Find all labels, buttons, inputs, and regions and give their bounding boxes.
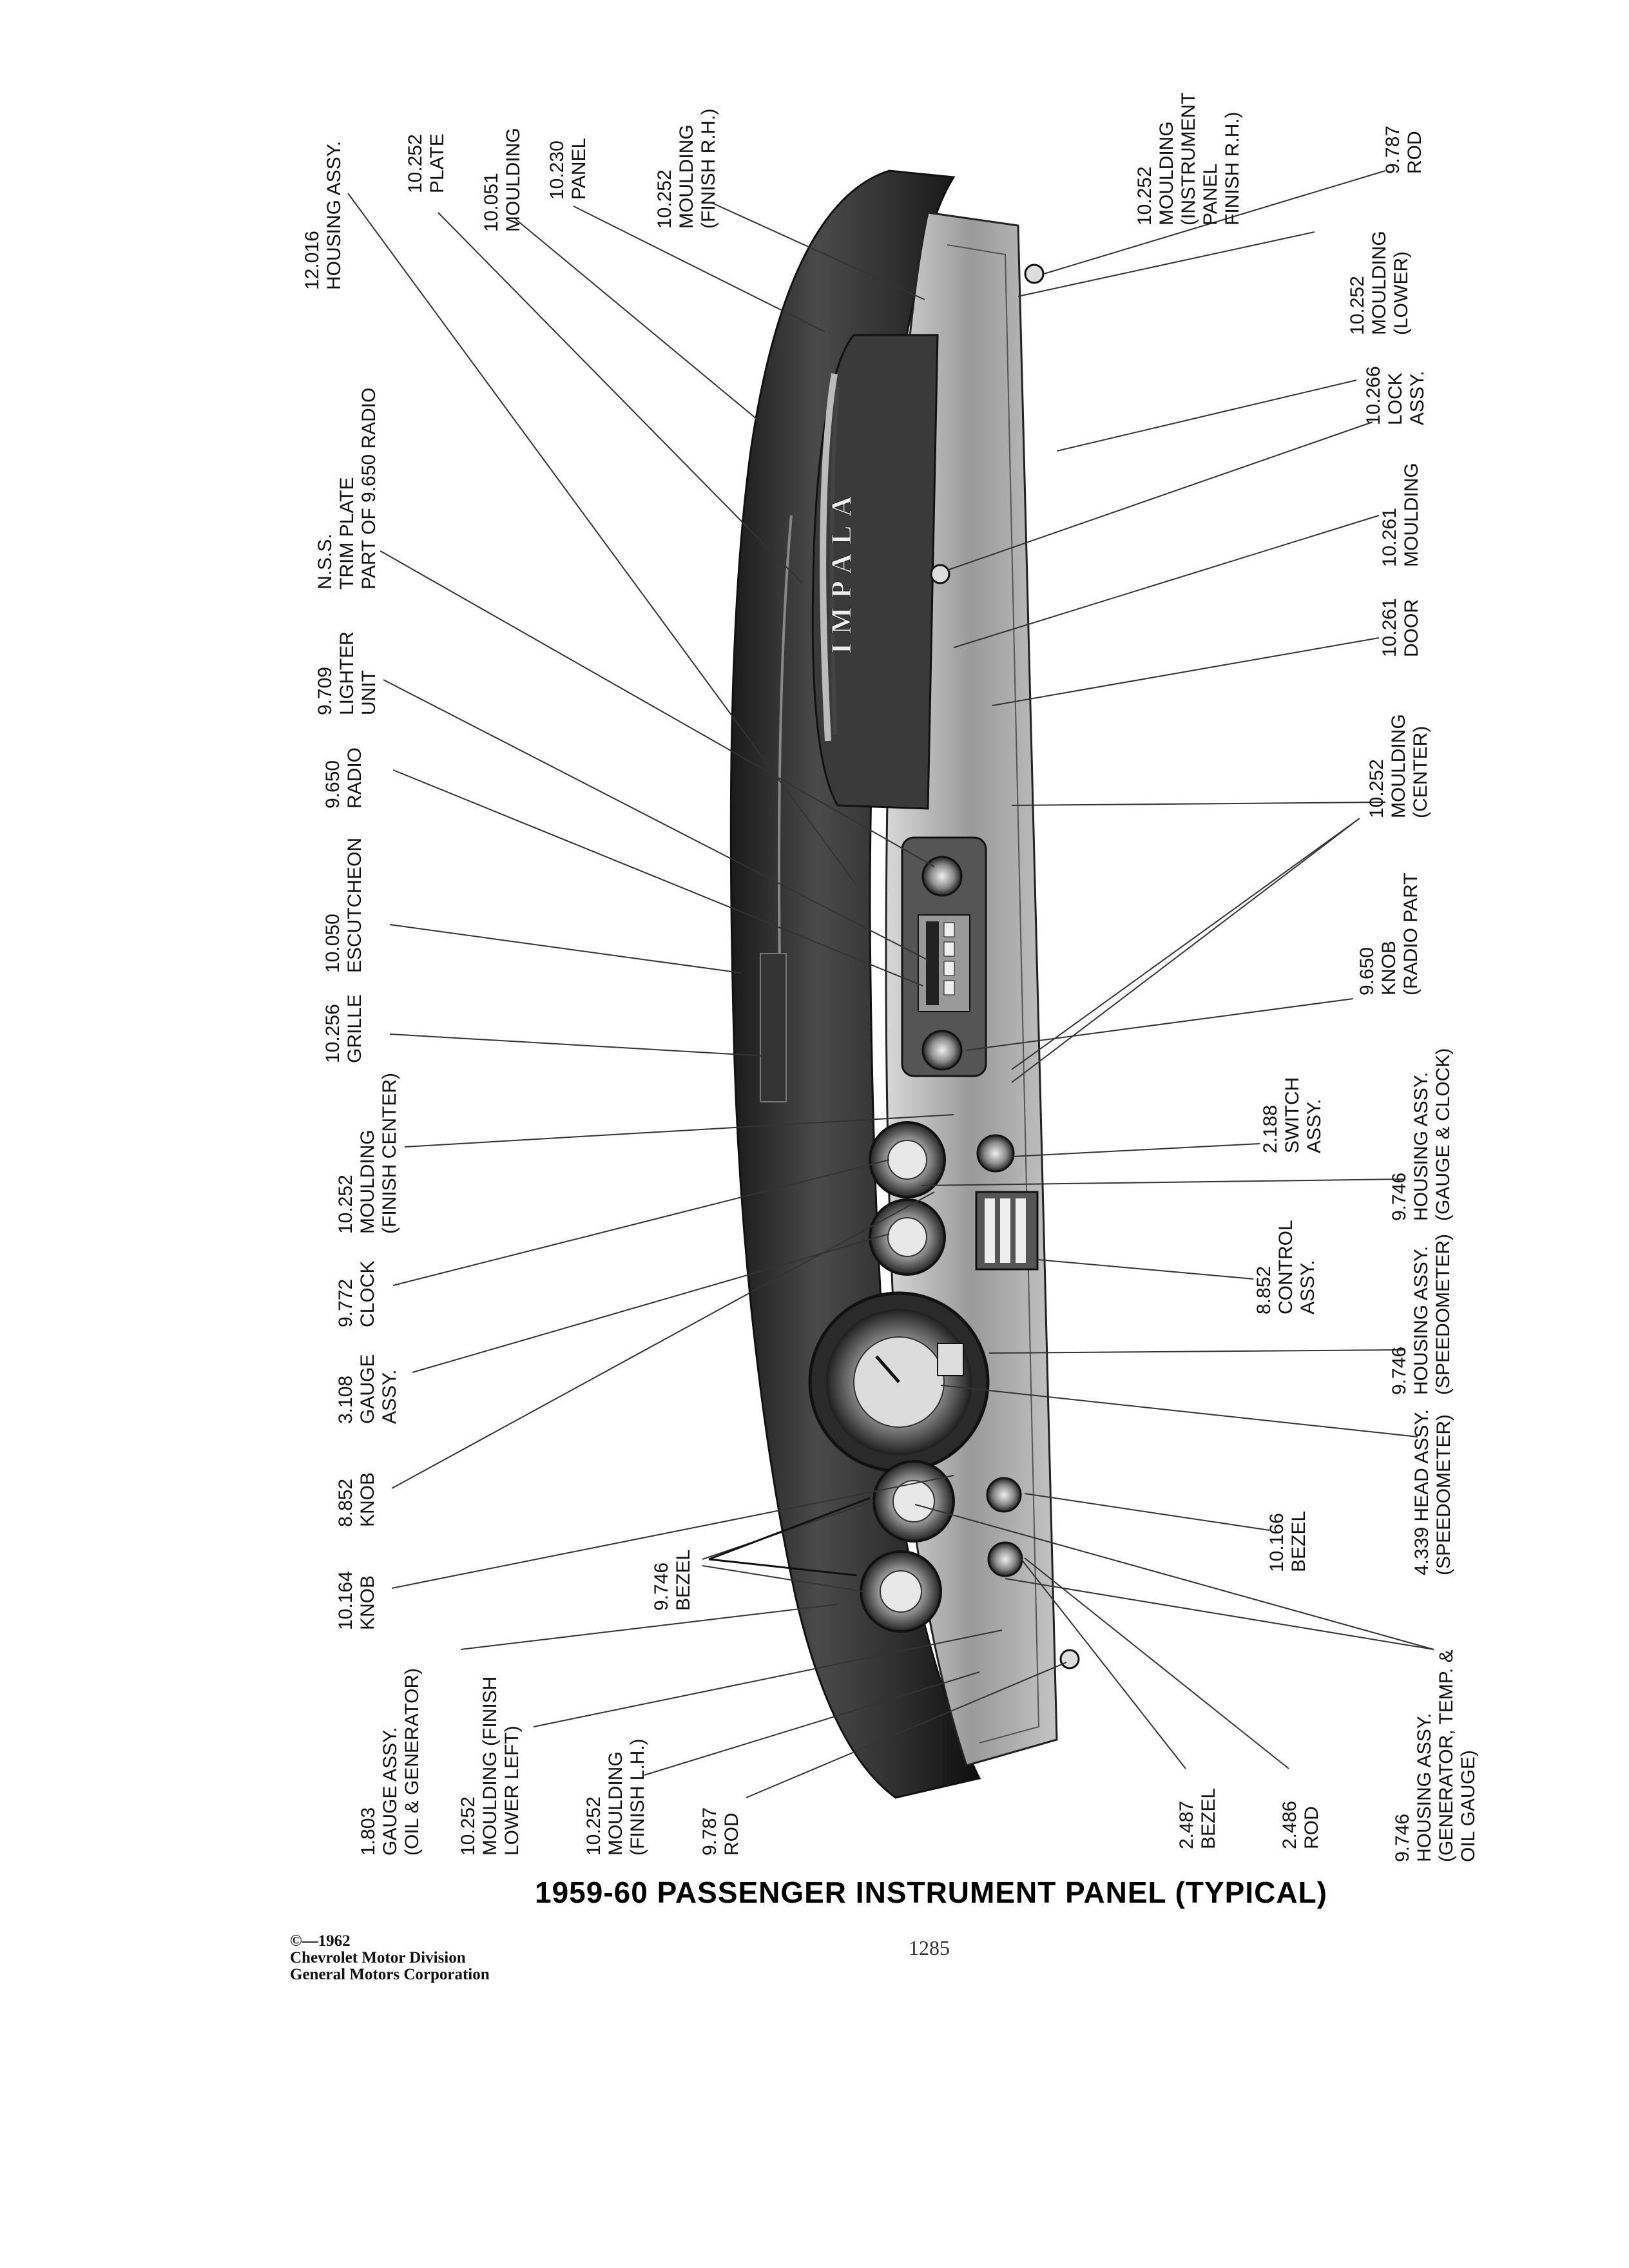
label-10261-door: 10.261 DOOR — [1379, 598, 1422, 657]
label-10166-bezel: 10.166 BEZEL — [1266, 1510, 1309, 1572]
page-title: 1959-60 PASSENGER INSTRUMENT PANEL (TYPICAL) — [535, 1876, 1327, 1909]
label-9709-lighter-unit: 9.709 LIGHTER UNIT — [314, 631, 380, 715]
copyright-block — [290, 1933, 490, 1983]
label-9650-radio: 9.650 RADIO — [322, 747, 365, 809]
label-8852-control-assy: 8.852 CONTROL ASSY. — [1253, 1220, 1318, 1314]
switch-assy — [978, 1135, 1014, 1171]
label-10252-moulding-lower: 10.252 MOULDING (LOWER) — [1347, 231, 1412, 335]
control-assy — [976, 1192, 1037, 1269]
label-10256-grille: 10.256 GRILLE — [322, 994, 365, 1063]
label-nss-trim-plate: N.S.S. TRIM PLATE PART OF 9.650 RADIO — [314, 387, 380, 590]
label-4339-head-assy: 4.339 HEAD ASSY. (SPEEDOMETER) — [1411, 1409, 1454, 1575]
label-9650-knob-radio-part: 9.650 KNOB (RADIO PART — [1356, 872, 1422, 995]
label-9746-housing-speedometer: 9.746 HOUSING ASSY. (SPEEDOMETER) — [1389, 1233, 1454, 1395]
speedometer — [810, 1293, 988, 1471]
label-9746-housing-gauge-clock: 9.746 HOUSING ASSY. (GAUGE & CLOCK) — [1389, 1048, 1454, 1221]
rod-9787-lower — [1061, 1650, 1079, 1668]
label-10252-plate: 10.252 PLATE — [405, 133, 448, 193]
bezel-10166 — [987, 1478, 1021, 1512]
copyright-year: ©—1962 — [290, 1932, 351, 1950]
label-10266-lock-assy: 10.266 LOCK ASSY. — [1363, 366, 1428, 425]
label-10252-moulding-instrument-panel-rh: 10.252 MOULDING (INSTRUMENT PANEL FINISH R.H.) — [1134, 92, 1243, 226]
label-10252-moulding-center: 10.252 MOULDING (CENTER) — [1366, 714, 1431, 818]
page-number: 1285 — [909, 1936, 950, 1959]
label-10050-escutcheon: 10.050 ESCUTCHEON — [322, 837, 365, 973]
radio-knob-lower — [923, 1031, 961, 1070]
radio-section — [902, 838, 986, 1076]
label-2486-rod: 2.486 ROD — [1279, 1800, 1322, 1849]
label-9787-rod-right: 9.787 ROD — [1382, 125, 1425, 174]
label-9772-clock: 9.772 CLOCK — [335, 1260, 378, 1327]
label-1803-gauge-assy: 1.803 GAUGE ASSY. (OIL & GENERATOR) — [358, 1667, 423, 1856]
label-10252-moulding-finish-lower-left: 10.252 MOULDING (FINISH LOWER LEFT) — [458, 1676, 523, 1856]
label-10252-moulding-finish-rh: 10.252 MOULDING (FINISH R.H.) — [654, 108, 719, 229]
label-10051-moulding: 10.051 MOULDING — [481, 128, 524, 232]
bezel-2487 — [988, 1542, 1022, 1576]
label-8852-knob: 8.852 KNOB — [335, 1472, 378, 1527]
label-10164-knob: 10.164 KNOB — [335, 1571, 378, 1630]
copyright-corporation: General Motors Corporation — [290, 1966, 490, 1983]
label-10230-panel: 10.230 PANEL — [546, 137, 590, 200]
grille — [760, 954, 786, 1102]
label-9746-bezel: 9.746 BEZEL — [651, 1549, 694, 1611]
rod-9787-upper — [1025, 265, 1043, 283]
label-9787-rod-left: 9.787 ROD — [699, 1807, 742, 1856]
label-10252-moulding-finish-center: 10.252 MOULDING (FINISH CENTER) — [335, 1073, 400, 1234]
impala-nameplate: IMPALA — [825, 486, 857, 654]
label-12016-housing-assy: 12.016 HOUSING ASSY. — [302, 140, 345, 290]
label-10252-moulding-finish-lh: 10.252 MOULDING (FINISH L.H.) — [583, 1738, 648, 1856]
lock-assy-knob — [931, 565, 949, 583]
label-2188-switch-assy: 2.188 SWITCH ASSY. — [1260, 1077, 1325, 1153]
label-3108-gauge-assy: 3.108 GAUGE ASSY. — [335, 1354, 400, 1424]
label-10261-moulding: 10.261 MOULDING — [1379, 463, 1422, 567]
label-2487-bezel: 2.487 BEZEL — [1176, 1787, 1219, 1849]
copyright-division: Chevrolet Motor Division — [290, 1949, 466, 1966]
label-9746-housing-gen-temp-oil: 9.746 HOUSING ASSY. (GENERATOR, TEMP. & OIL GAUGE) — [1392, 1649, 1479, 1862]
